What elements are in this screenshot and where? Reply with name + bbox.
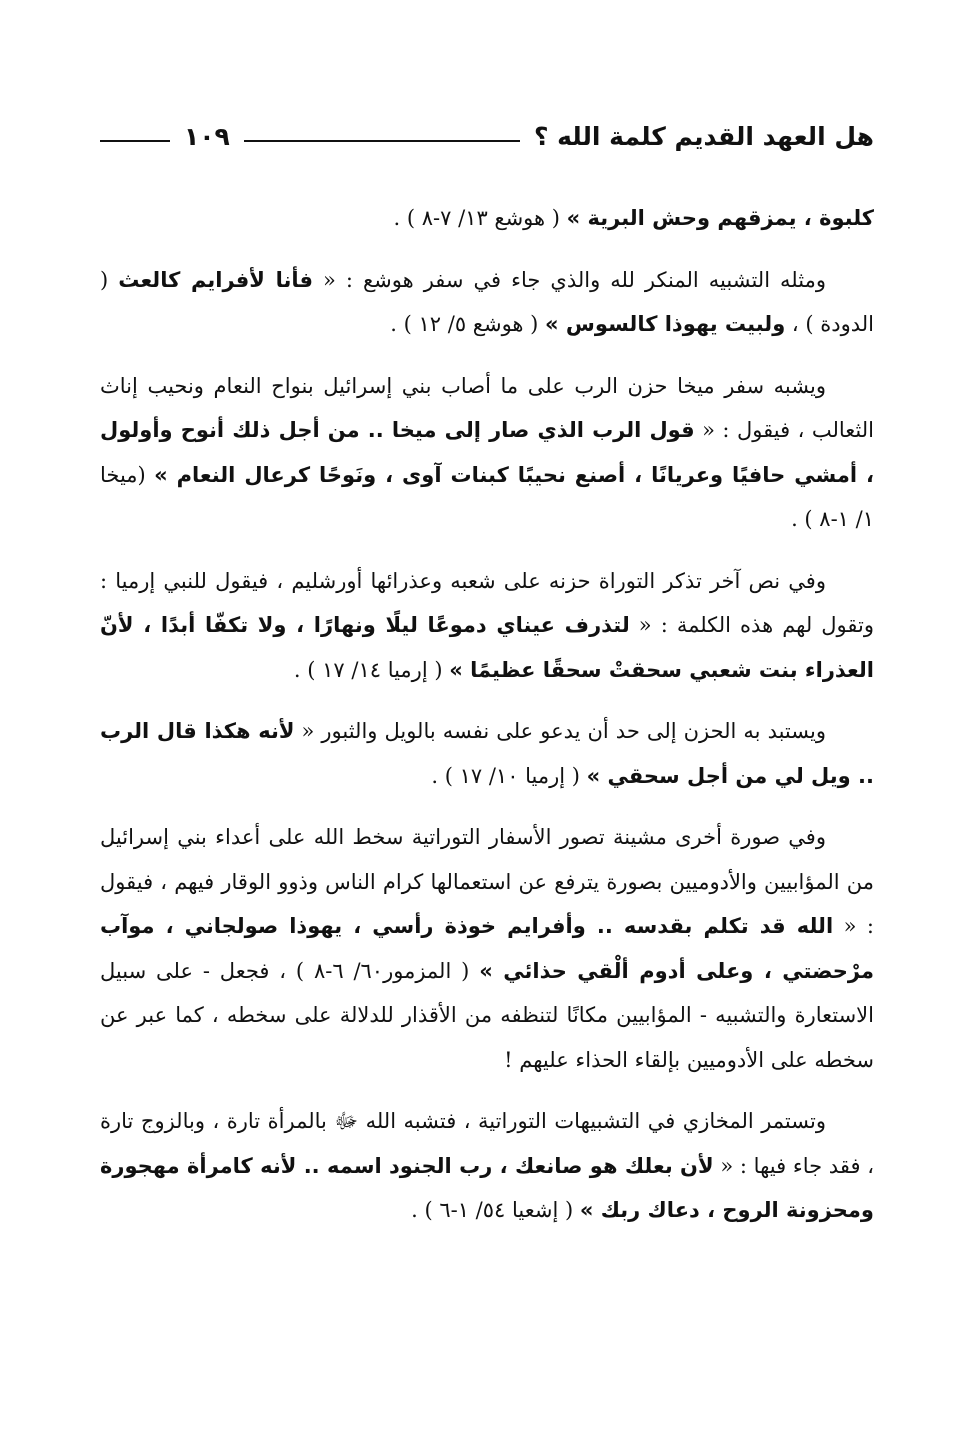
text-segment: (ميخا ١/ ١-٨ ) . [100, 462, 874, 531]
text-segment: ويستبد به الحزن إلى حد أن يدعو على نفسه بالويل والثبور « [294, 719, 826, 743]
paragraph [100, 1099, 874, 1233]
running-header [100, 110, 874, 162]
text-segment: ( المزمور٦٠/ ٦-٨ ) ، فجعل - على سبيل الاستعارة والتشبيه - المؤابيين مكانًا لتنظفه من الأقذار للدلالة على سخطه ، كما عبر عن سخطه على الأدوميين بإلقاء الحذاء عليهم ! [100, 958, 874, 1072]
paragraph [100, 196, 874, 241]
paragraph [100, 709, 874, 798]
quoted-text: ولبيت يهوذا كالسوس » [545, 312, 786, 336]
header-rule [244, 140, 520, 142]
text-segment: ومثله التشبيه المنكر لله والذي جاء في سفر هوشع : « [313, 267, 826, 292]
text-segment: وفي نص آخر تذكر التوراة حزنه على شعبه وعذرائها أورشليم ، فيقول للنبي إرميا : وتقول لهم هذه الكلمة : « [100, 568, 875, 637]
text-segment: ( إرميا ١٤/ ١٧ ) . [293, 657, 450, 682]
header-rule-end [100, 140, 170, 142]
text-segment: ( هوشع ٥/ ١٢ ) . [390, 312, 546, 336]
quoted-text: فأنا لأفرايم كالعث [118, 267, 314, 292]
text-segment: ( إرميا ١٠/ ١٧ ) . [431, 763, 587, 788]
quoted-text: لأن بعلك هو صانعك ، رب الجنود اسمه .. لأنه كامرأة مهجورة ومحزونة الروح ، دعاك ربك » [100, 1153, 874, 1222]
text-segment: ( هوشع ١٣/ ٧-٨ ) . [393, 206, 567, 230]
text-segment: ( إشعيا ٥٤/ ١-٦ ) . [411, 1198, 580, 1222]
quoted-text: كلبوة ، يمزقهم وحش البرية » [566, 206, 874, 230]
paragraph [100, 815, 874, 1082]
quoted-text: لتذرف عيناي دموعًا ليلًا ونهارًا ، ولا تكفّا أبدًا ، لأنّ العذراء بنت شعبي سحقتْ سحقًا عظيمًا » [100, 613, 874, 682]
quoted-text: قول الرب الذي صار إلى ميخا .. من أجل ذلك أنوح وأولول ، أمشي حافيًا وعريانًا ، أصنع نحيبًا كبنات آوى ، ونَوحًا كرعال النعام » [100, 418, 874, 487]
body-text [100, 196, 874, 1250]
quoted-text: لأنه هكذا قال الرب .. ويل لي من أجل سحقي » [100, 719, 874, 788]
quoted-text: الله قد تكلم بقدسه .. وأفرايم خوذة رأسي ، يهوذا صولجاني ، موآب مرْحضتي ، وعلى أدوم ألْقي حذائي » [100, 914, 875, 983]
running-title: هل العهد القديم كلمة الله ؟ [533, 121, 874, 151]
paragraph [100, 258, 874, 347]
paragraph [100, 364, 874, 542]
text-segment: وتستمر المخازي في التشبيهات التوراتية ، فتشبه الله ﷻ بالمرأة تارة ، وبالزوج تارة ، فقد جاء فيها : « [100, 1109, 874, 1178]
page-number: ١٠٩ [184, 121, 230, 151]
text-segment: ( الدودة ) ، [100, 267, 874, 336]
text-segment: ويشبه سفر ميخا حزن الرب على ما أصاب بني إسرائيل بنواح النعام ونحيب إناث الثعالب ، فيقول : « [100, 373, 874, 442]
paragraph [100, 559, 874, 693]
text-segment: وفي صورة أخرى مشينة تصور الأسفار التوراتية سخط الله على أعداء بني إسرائيل من المؤابيين والأدوميين بصورة يترفع عن استعمالها كرام الناس وذوو الوقار فيهم ، فيقول : « [100, 825, 875, 938]
